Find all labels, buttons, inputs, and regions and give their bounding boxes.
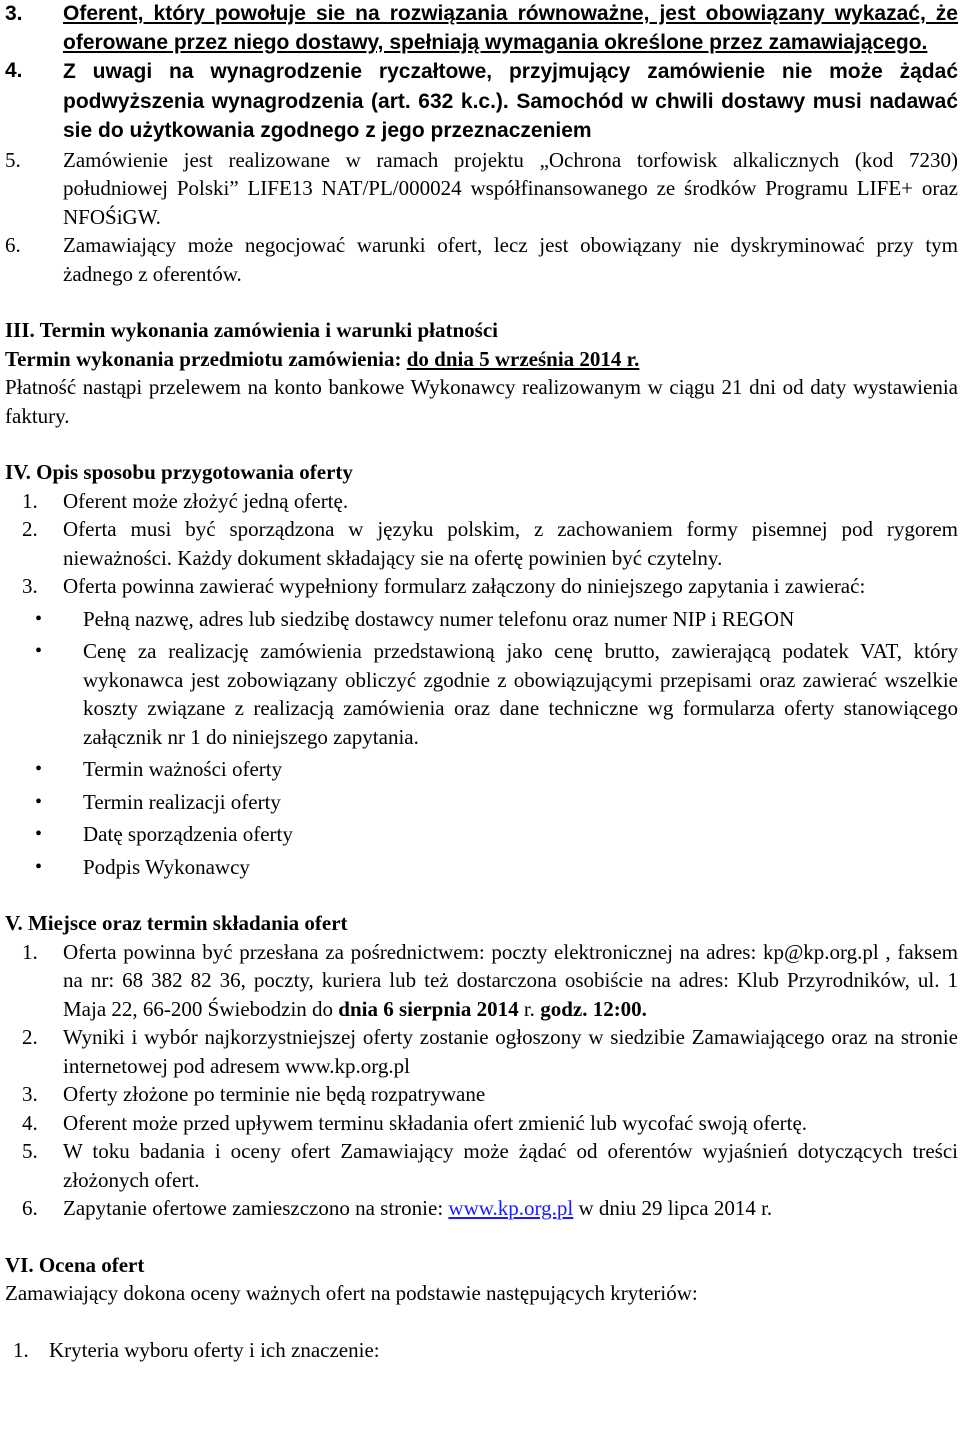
bullet-item	[5, 605, 958, 634]
item-text: Kryteria wyboru oferty i ich znaczenie:	[49, 1337, 380, 1362]
website-link[interactable]: www.kp.org.pl	[448, 1196, 574, 1220]
bullet-item	[5, 853, 958, 882]
section-heading: IV. Opis sposobu przygotowania oferty	[5, 460, 353, 484]
item-number: 5.	[5, 147, 21, 172]
item-number: 1.	[22, 939, 38, 964]
list-item	[5, 1109, 958, 1138]
item-number: 4.	[5, 59, 23, 82]
bullet-icon: •	[35, 758, 43, 780]
item-text-continued: w dniu 29 lipca 2014 r.	[573, 1196, 773, 1220]
item-text: Zapytanie ofertowe zamieszczono na stronie:	[63, 1196, 449, 1220]
list-item	[5, 0, 958, 57]
item-text: Oferent, który powołuje sie na rozwiązania równoważne, jest obowiązany wykazać, że oferowane przez niego dostawy, spełniają wymagania określone przez zamawiającego.	[63, 2, 958, 54]
item-text: Oferent może złożyć jedną ofertę.	[63, 488, 349, 513]
bullet-icon: •	[35, 823, 43, 845]
payment-text: Płatność nastąpi przelewem na konto bankowe Wykonawcy realizowanym w ciągu 21 dni od daty wystawienia faktury.	[5, 375, 958, 428]
term-value: do dnia 5 września 2014 r.	[406, 346, 640, 371]
bullet-text: Podpis Wykonawcy	[83, 854, 250, 879]
item-text: Oferta powinna zawierać wypełniony formularz załączony do niniejszego zapytania i zawierać:	[63, 574, 866, 598]
list-item	[5, 1137, 958, 1194]
item-number: 2.	[22, 1025, 38, 1049]
bullet-icon: •	[35, 607, 43, 630]
item-number: 3.	[22, 1082, 38, 1106]
bullet-item	[5, 637, 958, 751]
item-text: Zamówienie jest realizowane w ramach projektu „Ochrona torfowisk alkalicznych (kod 7230) południowej Polski” LIFE13 NAT/PL/000024 współfinansowanego ze środków Programu LIFE+ oraz NFOŚiGW.	[63, 147, 958, 229]
item-number: 6.	[22, 1196, 38, 1220]
bullet-text: Termin realizacji oferty	[83, 789, 281, 814]
list-item	[5, 938, 958, 1024]
list-item	[5, 1336, 958, 1365]
item-text: Z uwagi na wynagrodzenie ryczałtowe, przyjmujący zamówienie nie może żądać podwyższenia wynagrodzenia (art. 632 k.c.).	[63, 60, 958, 113]
item-number: 1.	[22, 488, 38, 513]
item-text: Zamawiający może negocjować warunki ofert, lecz jest obowiązany nie dyskryminować przy tym żadnego z oferentów.	[63, 233, 958, 286]
bullet-icon: •	[35, 855, 43, 878]
item-text: W toku badania i oceny ofert Zamawiający może żądać od oferentów wyjaśnień dotyczących treści złożonych ofert.	[63, 1139, 958, 1192]
evaluation-intro: Zamawiający dokona oceny ważnych ofert na podstawie następujących kryteriów:	[5, 1281, 698, 1305]
section-heading: V. Miejsce oraz termin składania ofert	[5, 911, 348, 935]
bullet-icon: •	[35, 640, 43, 662]
list-item	[5, 146, 958, 232]
item-number: 3.	[5, 2, 23, 25]
term-label: Termin wykonania przedmiotu zamówienia:	[5, 346, 407, 371]
section-heading: VI. Ocena ofert	[5, 1252, 145, 1277]
bullet-item	[5, 820, 958, 849]
section-heading: III. Termin wykonania zamówienia i warunki płatności	[5, 318, 499, 342]
list-item	[5, 1023, 958, 1080]
item-text-continued: Samochód w chwili dostawy musi nadawać sie do użytkowania zgodnego z jego przeznaczeniem	[63, 89, 958, 142]
deadline-date: dnia 6 sierpnia 2014	[338, 996, 519, 1021]
bullet-item	[5, 755, 958, 784]
bullet-text: Termin ważności oferty	[83, 757, 283, 781]
item-number: 6.	[5, 233, 21, 257]
bullet-item	[5, 788, 958, 817]
item-text-continued: r.	[518, 996, 541, 1021]
list-item	[5, 1194, 958, 1223]
item-text: Oferta musi być sporządzona w języku polskim, z zachowaniem formy pisemnej pod rygorem nieważności. Każdy dokument składający sie na ofertę powinien być czytelny.	[63, 517, 958, 570]
list-item	[5, 515, 958, 572]
list-item	[5, 572, 958, 601]
item-text: Oferta powinna być przesłana za pośrednictwem: poczty elektronicznej na adres: kp@kp.org.pl , faksem na nr: 68 382 82 36, poczty, kuriera lub też dostarczona osobiście na adres: Klub Przyrodników, ul. 1 Maja 22, 66-200 Świebodzin do	[63, 939, 958, 1021]
bullet-text: Pełną nazwę, adres lub siedzibę dostawcy numer telefonu oraz numer NIP i REGON	[83, 606, 795, 631]
bullet-icon: •	[35, 790, 43, 813]
item-number: 4.	[22, 1110, 38, 1135]
bullet-text: Cenę za realizację zamówienia przedstawioną jako cenę brutto, zawierającą podatek VAT, który wykonawca jest zobowiązany obliczyć zgodnie z obowiązującymi przepisami oraz zawierać wszelkie koszty związane z realizacją zamówienia oraz dane techniczne wg formularza oferty stanowiącego załącznik nr 1 do niniejszego zapytania.	[83, 639, 958, 749]
term-line	[5, 345, 958, 374]
list-item	[5, 487, 958, 516]
bullet-text: Datę sporządzenia oferty	[83, 822, 293, 846]
item-text: Oferent może przed upływem terminu składania ofert zmienić lub wycofać swoją ofertę.	[63, 1110, 808, 1135]
list-item	[5, 57, 958, 146]
item-text: Wyniki i wybór najkorzystniejszej oferty zostanie ogłoszony w siedzibie Zamawiającego oraz na stronie internetowej pod adresem www.kp.org.pl	[63, 1025, 958, 1078]
item-number: 2.	[22, 517, 38, 541]
deadline-time: godz. 12:00.	[540, 996, 647, 1021]
list-item	[5, 231, 958, 288]
item-number: 3.	[22, 574, 38, 598]
item-number: 5.	[22, 1139, 38, 1163]
list-item	[5, 1080, 958, 1109]
item-text: Oferty złożone po terminie nie będą rozpatrywane	[63, 1082, 486, 1106]
item-number: 1.	[13, 1337, 29, 1362]
